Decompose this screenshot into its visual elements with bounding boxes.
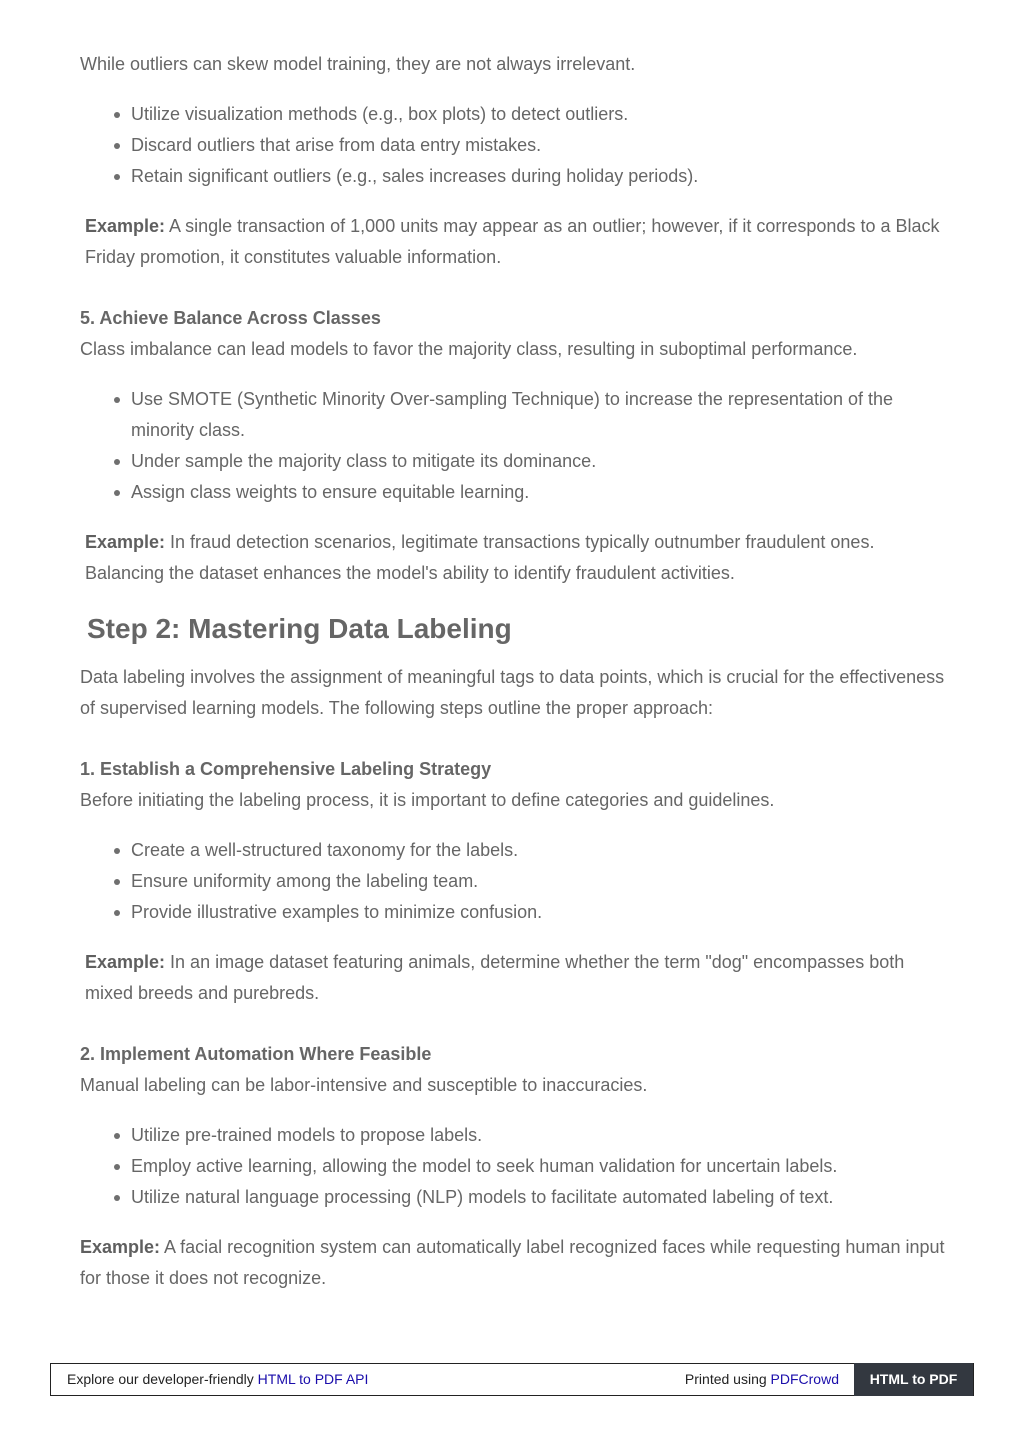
example-text: A facial recognition system can automatically label recognized faces while requesting human input for those it does not recognize. — [80, 1237, 945, 1288]
step2-intro: Data labeling involves the assignment of meaningful tags to data points, which is crucial for the effectiveness of supervised learning models. The following steps outline the proper approach: — [80, 667, 945, 718]
list-item: Ensure uniformity among the labeling team. — [131, 866, 950, 897]
list-item: Provide illustrative examples to minimize confusion. — [131, 897, 950, 928]
footer-explore-text: Explore our developer-friendly — [67, 1371, 258, 1387]
list-item: Discard outliers that arise from data entry mistakes. — [131, 130, 950, 161]
list-item: Retain significant outliers (e.g., sales increases during holiday periods). — [131, 161, 950, 192]
pdf-footer-bar — [50, 1363, 974, 1396]
outlier-example — [80, 211, 950, 273]
example-text: A single transaction of 1,000 units may appear as an outlier; however, if it corresponds to a Black Friday promotion, it constitutes valuable information. — [85, 216, 940, 267]
example-label: Example: — [80, 1237, 161, 1257]
balance-example — [80, 527, 950, 589]
list-item: Utilize visualization methods (e.g., box plots) to detect outliers. — [131, 99, 950, 130]
balance-intro: Class imbalance can lead models to favor the majority class, resulting in suboptimal performance. — [80, 339, 858, 359]
strategy-example — [80, 947, 950, 1009]
automation-example — [80, 1232, 950, 1294]
list-item: Utilize pre-trained models to propose labels. — [131, 1120, 950, 1151]
automation-list — [80, 1120, 950, 1213]
example-label: Example: — [85, 216, 166, 236]
example-text: In an image dataset featuring animals, determine whether the term "dog" encompasses both mixed breeds and purebreds. — [85, 952, 905, 1003]
section-heading-strategy: 1. Establish a Comprehensive Labeling Strategy — [80, 759, 492, 779]
strategy-list — [80, 835, 950, 928]
list-item: Create a well-structured taxonomy for the labels. — [131, 835, 950, 866]
step2-heading: Step 2: Mastering Data Labeling — [87, 613, 512, 644]
list-item: Assign class weights to ensure equitable learning. — [131, 477, 950, 508]
automation-intro: Manual labeling can be labor-intensive and susceptible to inaccuracies. — [80, 1075, 648, 1095]
footer-printed-text: Printed using — [684, 1371, 771, 1387]
outlier-list — [80, 99, 950, 192]
document-body — [80, 49, 950, 1294]
footer-printed — [685, 1364, 839, 1395]
list-item: Under sample the majority class to mitigate its dominance. — [131, 446, 950, 477]
balance-list — [80, 384, 950, 508]
html-to-pdf-badge[interactable]: HTML to PDF — [854, 1363, 973, 1396]
section-heading-balance: 5. Achieve Balance Across Classes — [80, 308, 381, 328]
list-item: Use SMOTE (Synthetic Minority Over-sampling Technique) to increase the representation of the minority class. — [131, 384, 950, 446]
outliers-intro: While outliers can skew model training, they are not always irrelevant. — [80, 54, 636, 74]
strategy-intro: Before initiating the labeling process, it is important to define categories and guidelines. — [80, 790, 775, 810]
html-to-pdf-api-link[interactable]: HTML to PDF API — [257, 1371, 369, 1387]
list-item: Employ active learning, allowing the model to seek human validation for uncertain labels. — [131, 1151, 950, 1182]
example-label: Example: — [85, 532, 166, 552]
footer-explore — [67, 1364, 368, 1395]
list-item: Utilize natural language processing (NLP) models to facilitate automated labeling of text. — [131, 1182, 950, 1213]
example-text: In fraud detection scenarios, legitimate transactions typically outnumber fraudulent ones. Balancing the dataset enhances the model's ability to identify fraudulent activities. — [85, 532, 875, 583]
section-heading-automation: 2. Implement Automation Where Feasible — [80, 1044, 432, 1064]
example-label: Example: — [85, 952, 166, 972]
pdfcrowd-link[interactable]: PDFCrowd — [770, 1371, 839, 1387]
